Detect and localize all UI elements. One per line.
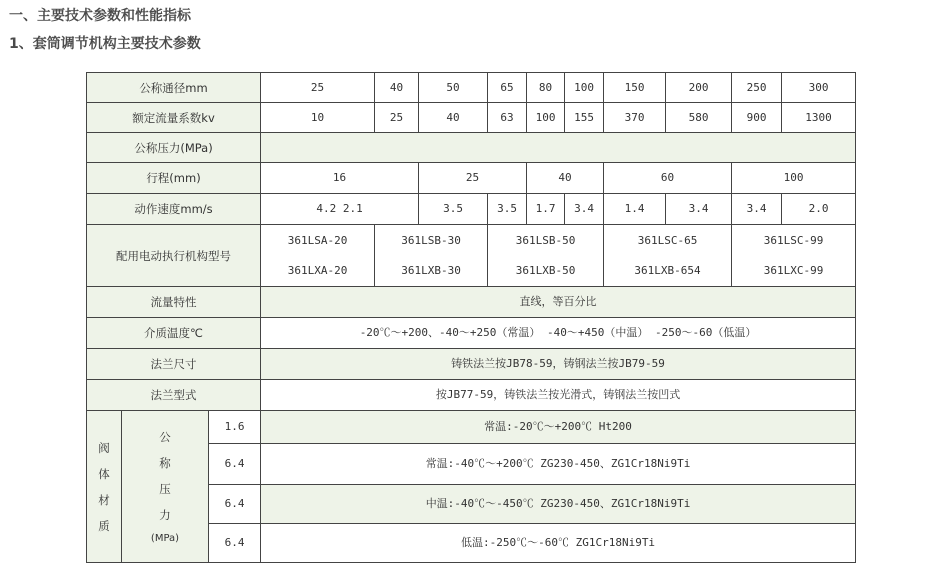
row-flange-type [87, 380, 856, 411]
row-nominal-diameter [87, 73, 856, 103]
cell-dn: 150 [604, 73, 666, 103]
section-heading: 一、主要技术参数和性能指标 [9, 8, 191, 24]
row-actuator [87, 225, 856, 287]
cell-kv: 370 [604, 103, 666, 133]
cell-pressure: 6.4 [209, 524, 261, 563]
cell-dn: 200 [666, 73, 732, 103]
cell-dn: 80 [527, 73, 565, 103]
cell-material: 常温:-20℃～+200℃ Ht200 [261, 411, 856, 444]
cell-speed: 1.4 [604, 194, 666, 225]
cell-material: 常温:-40℃～+200℃ ZG230-450、ZG1Cr18Ni9Ti [261, 444, 856, 485]
label-speed: 动作速度mm/s [87, 194, 261, 225]
label-unit: (MPa) [150, 532, 180, 544]
cell-flange-type: 按JB77-59，铸铁法兰按光滑式，铸钢法兰按凹式 [261, 380, 856, 411]
label-char: 称 [159, 455, 171, 470]
cell-kv: 900 [732, 103, 782, 133]
row-material-1 [87, 411, 856, 444]
actuator-model: 361LXB-50 [515, 263, 576, 277]
label-char: 压 [159, 481, 171, 496]
cell-kv: 155 [565, 103, 604, 133]
cell-dn: 100 [565, 73, 604, 103]
row-rated-flow [87, 103, 856, 133]
row-medium-temperature [87, 318, 856, 349]
parameter-table [86, 72, 856, 563]
row-speed [87, 194, 856, 225]
subsection-heading: 1、套筒调节机构主要技术参数 [9, 36, 201, 52]
actuator-model: 361LSC-99 [763, 233, 824, 247]
cell-dn: 300 [782, 73, 856, 103]
cell-material: 中温:-40℃～-450℃ ZG230-450、ZG1Cr18Ni9Ti [261, 485, 856, 524]
label-char: 材 [98, 492, 110, 507]
cell-dn: 65 [488, 73, 527, 103]
label-flow-characteristic: 流量特性 [87, 287, 261, 318]
label-flange-type: 法兰型式 [87, 380, 261, 411]
actuator-model: 361LSA-20 [287, 233, 348, 247]
cell-kv: 1300 [782, 103, 856, 133]
actuator-model: 361LXC-99 [763, 263, 824, 277]
label-flange-size: 法兰尺寸 [87, 349, 261, 380]
label-stroke: 行程(mm) [87, 163, 261, 194]
actuator-model: 361LXA-20 [287, 263, 348, 277]
cell-speed: 3.5 [419, 194, 488, 225]
cell-pressure: 1.6 [209, 411, 261, 444]
cell-speed: 3.5 [488, 194, 527, 225]
cell-pressure: 6.4 [209, 444, 261, 485]
cell-actuator [732, 225, 856, 287]
label-char: 体 [98, 466, 110, 481]
label-rated-flow: 额定流量系数kv [87, 103, 261, 133]
cell-medium-temperature: -20℃～+200、-40～+250（常温） -40～+450（中温） -250～-60（低温） [261, 318, 856, 349]
label-nominal-diameter: 公称通径mm [87, 73, 261, 103]
cell-dn: 40 [375, 73, 419, 103]
actuator-model: 361LSC-65 [637, 233, 698, 247]
cell-dn: 25 [261, 73, 375, 103]
label-char: 公 [159, 429, 171, 444]
cell-speed: 3.4 [666, 194, 732, 225]
cell-kv: 100 [527, 103, 565, 133]
cell-actuator [375, 225, 488, 287]
row-flange-size [87, 349, 856, 380]
cell-actuator [604, 225, 732, 287]
cell-stroke: 25 [419, 163, 527, 194]
cell-material: 低温:-250℃～-60℃ ZG1Cr18Ni9Ti [261, 524, 856, 563]
cell-kv: 40 [419, 103, 488, 133]
cell-actuator [261, 225, 375, 287]
cell-speed: 1.7 [527, 194, 565, 225]
actuator-model: 361LSB-50 [515, 233, 576, 247]
cell-nominal-pressure [261, 133, 856, 163]
cell-flange-size: 铸铁法兰按JB78-59，铸钢法兰按JB79-59 [261, 349, 856, 380]
cell-stroke: 40 [527, 163, 604, 194]
cell-stroke: 60 [604, 163, 732, 194]
cell-actuator [488, 225, 604, 287]
cell-speed: 3.4 [732, 194, 782, 225]
label-char: 质 [98, 518, 110, 533]
label-char: 力 [159, 507, 171, 522]
cell-dn: 250 [732, 73, 782, 103]
label-body-material [87, 411, 122, 563]
actuator-model: 361LSB-30 [401, 233, 461, 247]
cell-stroke: 100 [732, 163, 856, 194]
row-flow-characteristic [87, 287, 856, 318]
actuator-model: 361LXB-654 [634, 263, 701, 277]
cell-flow-characteristic: 直线，等百分比 [261, 287, 856, 318]
cell-speed: 3.4 [565, 194, 604, 225]
cell-kv: 63 [488, 103, 527, 133]
row-nominal-pressure [87, 133, 856, 163]
row-stroke [87, 163, 856, 194]
label-medium-temperature: 介质温度℃ [87, 318, 261, 349]
cell-kv: 580 [666, 103, 732, 133]
cell-stroke: 16 [261, 163, 419, 194]
label-nominal-pressure-vertical [122, 411, 209, 563]
cell-kv: 10 [261, 103, 375, 133]
cell-dn: 50 [419, 73, 488, 103]
cell-speed: 2.0 [782, 194, 856, 225]
actuator-model: 361LXB-30 [401, 263, 461, 277]
label-char: 阀 [98, 440, 110, 455]
label-actuator: 配用电动执行机构型号 [87, 225, 261, 287]
cell-pressure: 6.4 [209, 485, 261, 524]
cell-kv: 25 [375, 103, 419, 133]
label-nominal-pressure: 公称压力(MPa) [87, 133, 261, 163]
cell-speed: 4.2 2.1 [261, 194, 419, 225]
